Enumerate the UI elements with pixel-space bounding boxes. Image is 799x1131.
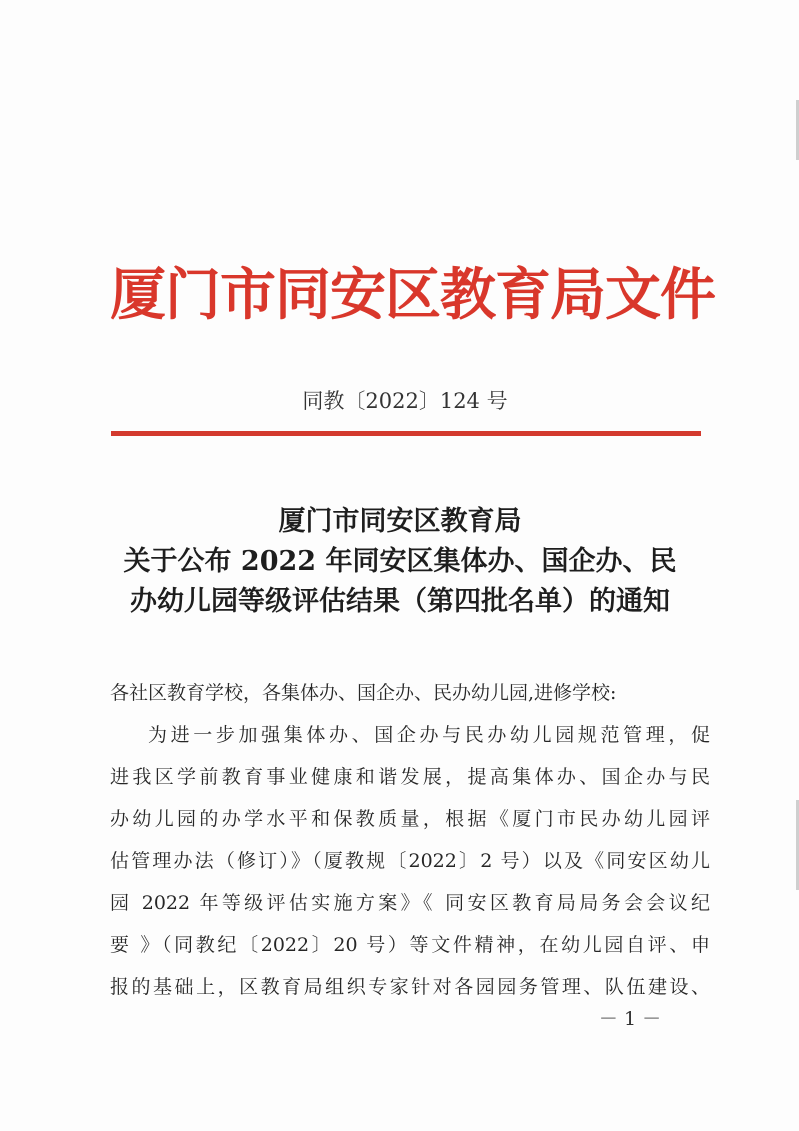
red-separator-rule <box>111 431 701 436</box>
body-line: 园 2022 年等级评估实施方案》《 同安区教育局局务会会议纪 <box>110 892 710 914</box>
body-line: 进我区学前教育事业健康和谐发展，提高集体办、国企办与民 <box>110 766 710 788</box>
title-line: 厦门市同安区教育局 <box>278 506 522 537</box>
addressee-line: 各社区教育学校，各集体办、国企办、民办幼儿园,进修学校: <box>110 682 617 704</box>
notice-title <box>80 502 720 622</box>
body-line: 估管理办法（修订）》（厦教规〔2022〕2 号）以及《同安区幼儿 <box>110 850 710 872</box>
document-number: 同教〔2022〕124 号 <box>302 389 508 413</box>
title-line: 关于公布 2022 年同安区集体办、国企办、民 <box>123 546 677 577</box>
body-line: 报的基础上，区教育局组织专家针对各园园务管理、队伍建设、 <box>110 976 710 998</box>
notice-body <box>110 672 710 1008</box>
letterhead-title: 厦门市同安区教育局文件 <box>110 263 715 328</box>
body-line: 要 》（同教纪〔2022〕20 号）等文件精神，在幼儿园自评、申 <box>110 934 710 956</box>
title-line: 办幼儿园等级评估结果（第四批名单）的通知 <box>130 586 670 617</box>
body-line: 为进一步加强集体办、国企办与民办幼儿园规范管理，促 <box>148 724 710 746</box>
page-number: － 1 － <box>598 1008 662 1030</box>
body-line: 办幼儿园的办学水平和保教质量，根据《厦门市民办幼儿园评 <box>110 808 710 830</box>
